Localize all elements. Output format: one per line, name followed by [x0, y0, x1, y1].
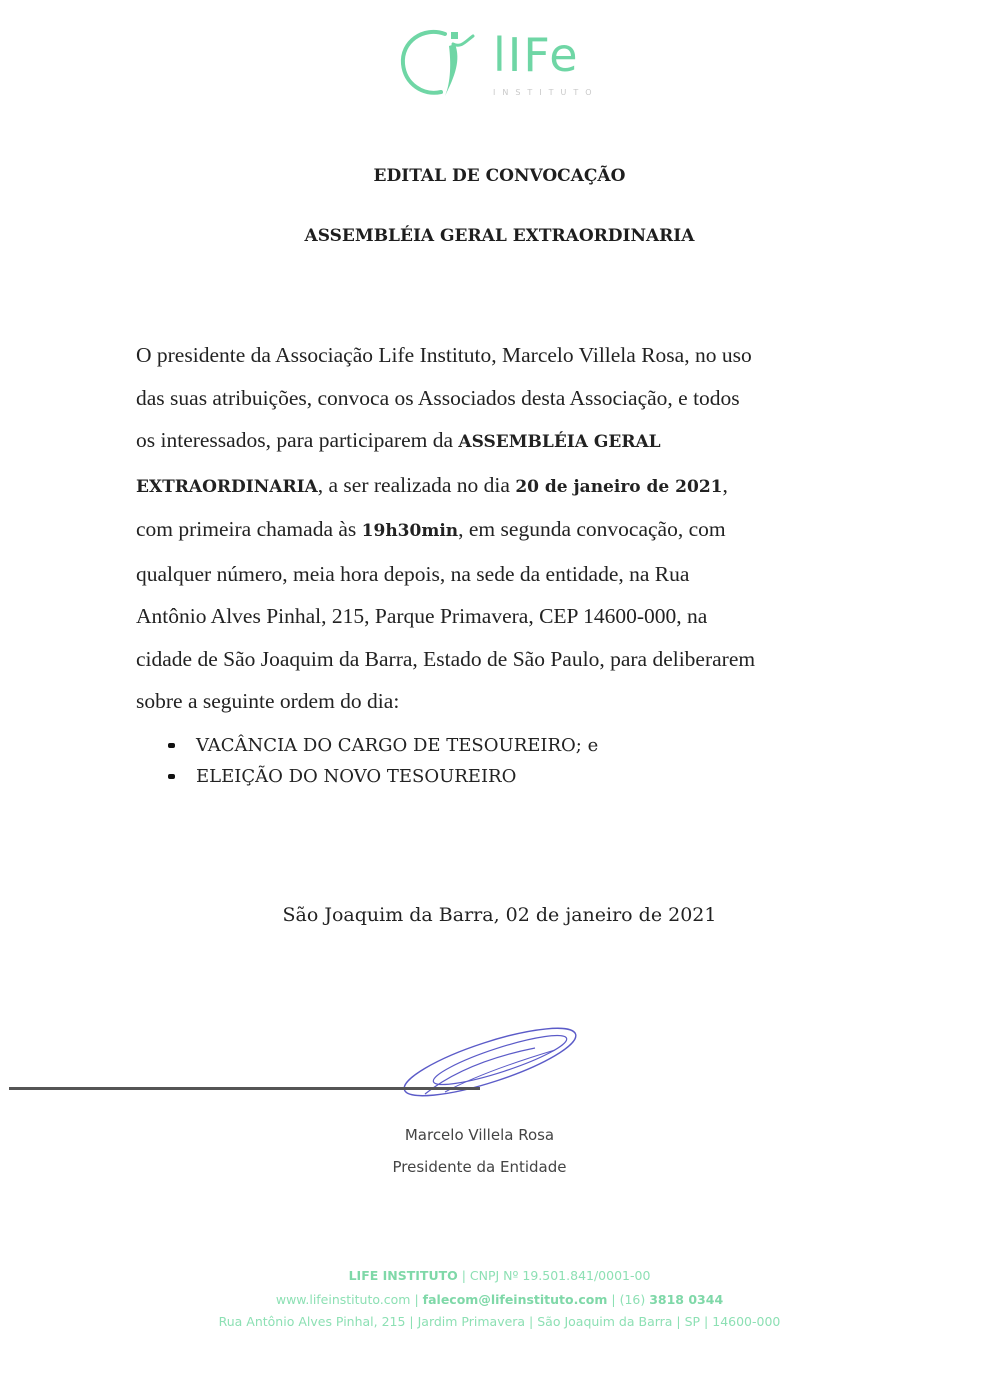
paragraph-text: Antônio Alves Pinhal, 215, Parque Primavera, CEP 14600-000, na	[136, 604, 708, 628]
convocation-paragraph	[136, 334, 866, 723]
logo-tagline: INSTITUTO	[493, 88, 599, 97]
bullet-icon	[168, 774, 175, 779]
paragraph-text: qualquer número, meia hora depois, na sede da entidade, na Rua	[136, 561, 690, 586]
paragraph-text: O presidente da Associação Life Instituto, Marcelo Villela Rosa, no uso	[136, 343, 752, 367]
paragraph-text: ,	[722, 472, 728, 497]
paragraph-text: , a ser realizada no dia	[317, 472, 516, 497]
paragraph-line	[136, 680, 866, 723]
life-instituto-logo	[393, 22, 613, 102]
paragraph-text: das suas atribuições, convoca os Associados desta Associação, e todos	[136, 385, 740, 410]
signature-icon	[255, 1010, 745, 1110]
agenda-item-text: VACÂNCIA DO CARGO DE TESOUREIRO; e	[196, 735, 599, 756]
paragraph-text: os interessados, para participarem da	[136, 428, 459, 452]
emphasis-text: EXTRAORDINARIA	[136, 476, 318, 497]
paragraph-line	[136, 419, 866, 464]
footer-line-address: Rua Antônio Alves Pinhal, 215 | Jardim Primavera | São Joaquim da Barra | SP | 14600-000	[218, 1314, 781, 1329]
logo-figure-icon	[393, 22, 493, 102]
signer-name: Marcelo Villela Rosa	[404, 1126, 555, 1144]
paragraph-line	[136, 638, 866, 681]
document-title: EDITAL DE CONVOCAÇÃO	[373, 166, 626, 186]
paragraph-line	[136, 508, 866, 553]
paragraph-line	[136, 553, 866, 596]
bullet-icon	[168, 743, 175, 748]
paragraph-text: com primeira chamada às	[136, 517, 362, 541]
paragraph-text: sobre a seguinte ordem do dia:	[136, 689, 400, 713]
document-subtitle: ASSEMBLÉIA GERAL EXTRAORDINARIA	[304, 226, 695, 246]
paragraph-text: cidade de São Joaquim da Barra, Estado de São Paulo, para deliberarem	[136, 646, 756, 671]
agenda-list	[168, 730, 598, 792]
emphasis-text: 19h30min	[361, 521, 459, 541]
place-and-date: São Joaquim da Barra, 02 de janeiro de 2021	[282, 904, 717, 926]
paragraph-line	[136, 377, 866, 420]
signature-line	[9, 1087, 480, 1090]
agenda-item-text: ELEIÇÃO DO NOVO TESOUREIRO	[196, 766, 517, 787]
footer-line-contact	[0, 1292, 999, 1307]
emphasis-text: 20 de janeiro de 2021	[515, 476, 723, 497]
footer-email[interactable]: falecom@lifeinstituto.com	[422, 1292, 608, 1307]
footer-separator: |	[410, 1292, 423, 1307]
footer-cnpj: | CNPJ Nº 19.501.841/0001-00	[457, 1268, 651, 1283]
emphasis-text: ASSEMBLÉIA GERAL	[458, 432, 661, 452]
logo-wordmark: lIFe	[493, 28, 580, 82]
footer-phone-prefix: | (16)	[607, 1292, 650, 1307]
paragraph-text: , em segunda convocação, com	[458, 517, 726, 541]
footer-company-name: LIFE INSTITUTO	[348, 1268, 458, 1283]
footer-line-company	[0, 1268, 999, 1283]
footer-phone: 3818 0344	[649, 1292, 724, 1307]
paragraph-line	[136, 334, 866, 377]
paragraph-line	[136, 595, 866, 638]
signer-role: Presidente da Entidade	[392, 1158, 567, 1176]
agenda-item	[168, 761, 598, 792]
paragraph-line	[136, 464, 866, 509]
agenda-item	[168, 730, 598, 761]
footer-website[interactable]: www.lifeinstituto.com	[275, 1292, 411, 1307]
